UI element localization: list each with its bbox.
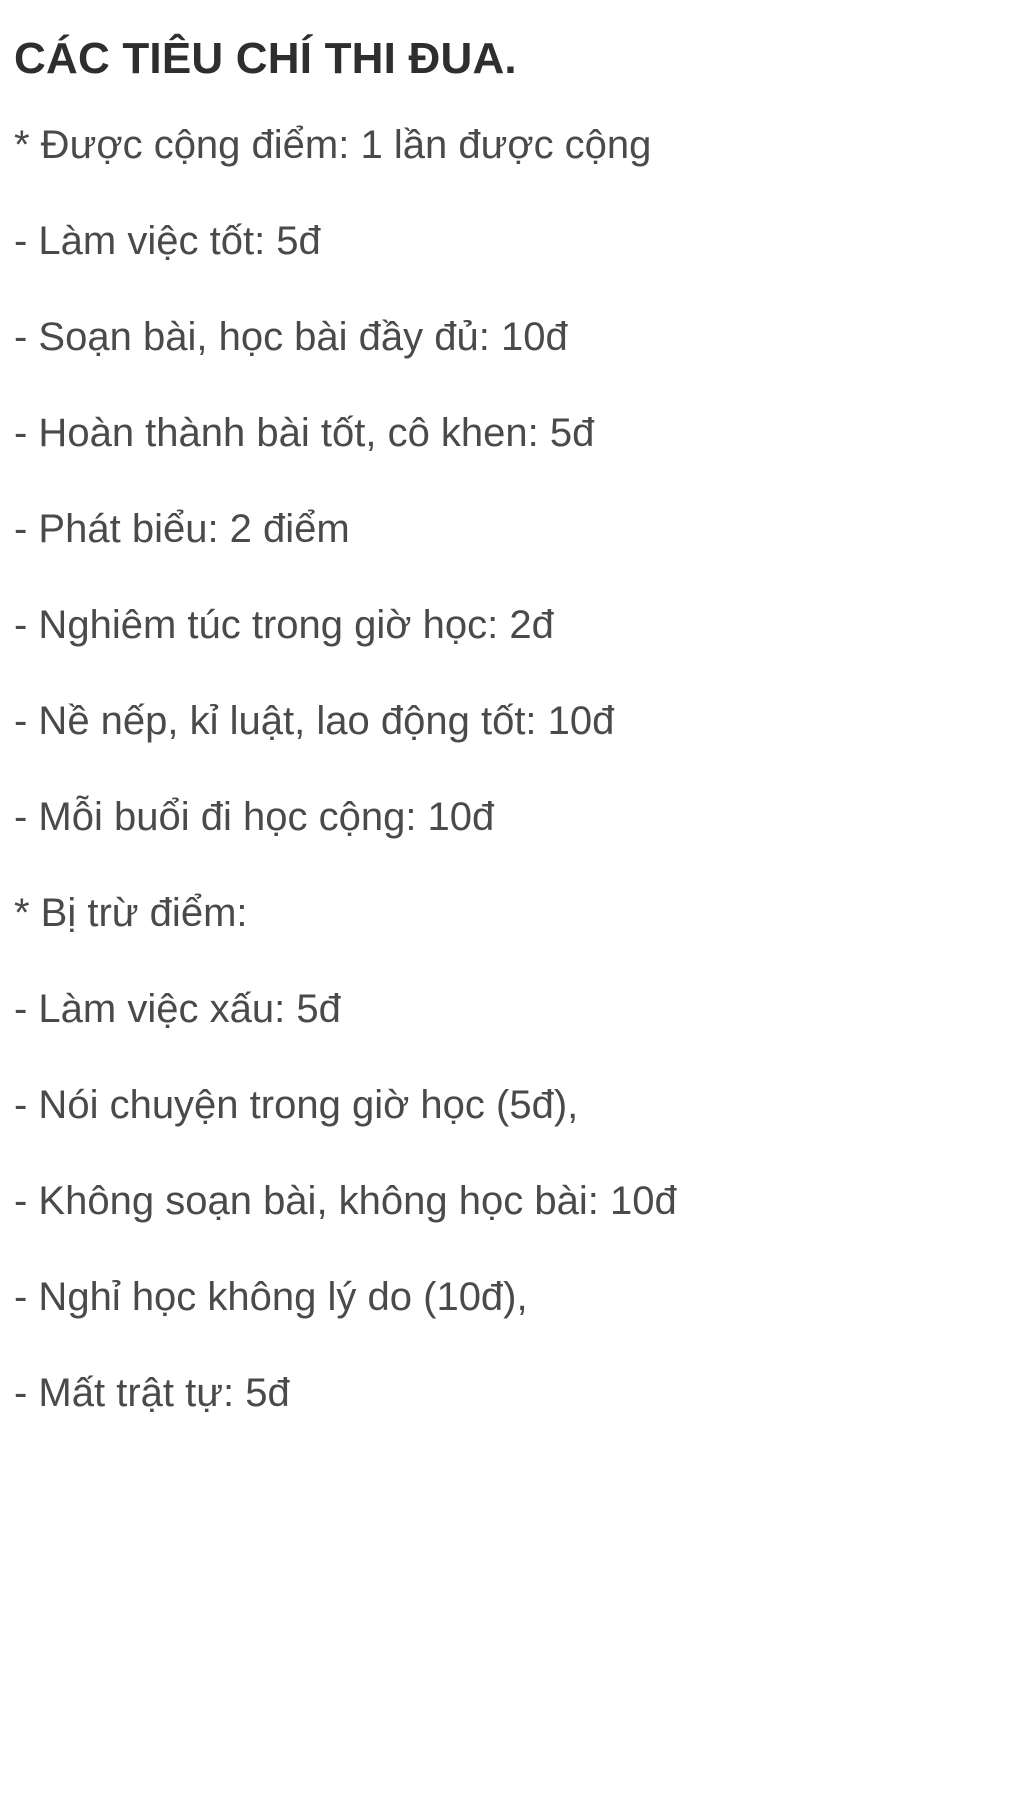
criteria-line: - Không soạn bài, không học bài: 10đ: [14, 1178, 677, 1223]
criteria-line: * Bị trừ điểm:: [14, 890, 248, 935]
criteria-line: - Mỗi buổi đi học cộng: 10đ: [14, 794, 495, 839]
criteria-line: - Nghiêm túc trong giờ học: 2đ: [14, 602, 554, 647]
criteria-line: - Phát biểu: 2 điểm: [14, 506, 350, 551]
criteria-line: - Làm việc xấu: 5đ: [14, 986, 341, 1031]
criteria-line: - Làm việc tốt: 5đ: [14, 218, 321, 263]
criteria-line: - Hoàn thành bài tốt, cô khen: 5đ: [14, 410, 595, 455]
criteria-line: - Mất trật tự: 5đ: [14, 1370, 290, 1415]
criteria-line: * Được cộng điểm: 1 lần được cộng: [14, 122, 652, 167]
criteria-line: - Nghỉ học không lý do (10đ),: [14, 1274, 528, 1319]
criteria-line: - Nói chuyện trong giờ học (5đ),: [14, 1082, 579, 1127]
page-title: CÁC TIÊU CHÍ THI ĐUA.: [14, 34, 517, 83]
criteria-line: - Soạn bài, học bài đầy đủ: 10đ: [14, 314, 568, 359]
criteria-line: - Nề nếp, kỉ luật, lao động tốt: 10đ: [14, 698, 615, 743]
